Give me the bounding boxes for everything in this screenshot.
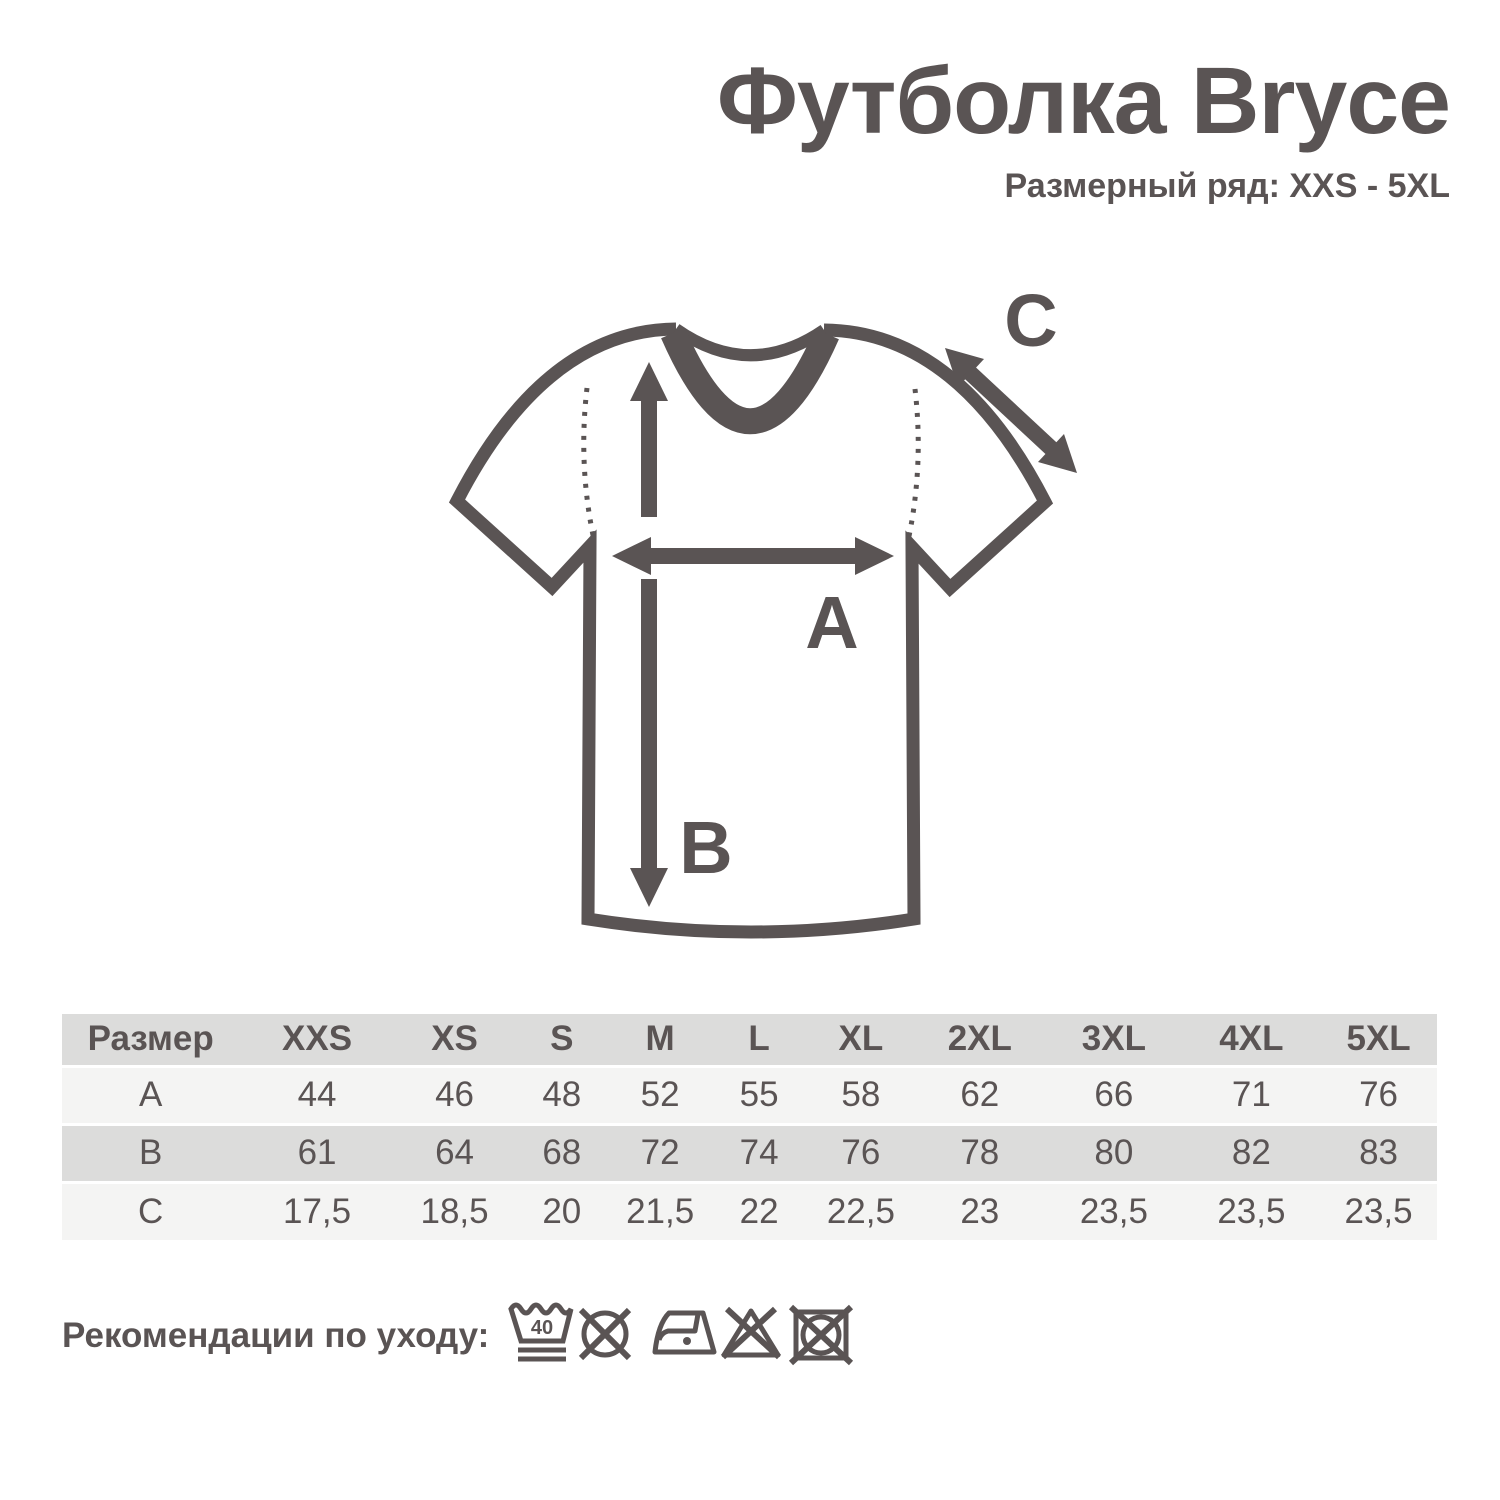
care-instructions-label: Рекомендации по уходу:: [62, 1316, 490, 1355]
table-cell: 74: [739, 1133, 779, 1172]
measure-label-b: B: [679, 806, 733, 889]
table-row-b: [62, 1124, 1437, 1182]
tshirt-diagram-svg: [430, 270, 1120, 970]
do-not-tumble-dry-icon: [791, 1307, 851, 1363]
table-cell: 76: [1359, 1075, 1399, 1114]
care-icons: [505, 1298, 855, 1368]
table-cell: 62: [960, 1075, 1000, 1114]
iron-low-heat-icon: [655, 1313, 714, 1352]
table-cell: 46: [435, 1075, 475, 1114]
tshirt-measurement-diagram: [430, 270, 1120, 970]
measure-label-a: A: [805, 581, 859, 664]
table-cell: 80: [1094, 1133, 1134, 1172]
table-cell: 66: [1094, 1075, 1134, 1114]
table-cell: 76: [841, 1133, 881, 1172]
measure-label-c: C: [1004, 279, 1058, 362]
wash-40-gentle-icon: [511, 1305, 571, 1359]
size-header-m: M: [645, 1019, 675, 1059]
table-cell: 61: [297, 1133, 337, 1172]
size-header-5xl: 5XL: [1346, 1019, 1411, 1059]
table-cell: 68: [542, 1133, 582, 1172]
table-cell: 23,5: [1079, 1191, 1148, 1231]
size-header-3xl: 3XL: [1081, 1019, 1146, 1059]
table-cell: 64: [435, 1133, 475, 1172]
table-cell: 20: [542, 1191, 582, 1231]
size-range-subtitle: Размерный ряд: XXS - 5XL: [1004, 166, 1450, 205]
table-cell: 72: [640, 1133, 680, 1172]
header: [717, 50, 1450, 206]
table-cell: 18,5: [420, 1191, 489, 1231]
table-cell: 44: [297, 1075, 337, 1114]
table-row-a: [62, 1066, 1437, 1124]
row-label: B: [139, 1133, 163, 1172]
care-icons-svg: [505, 1298, 855, 1368]
do-not-dry-clean-icon: [581, 1310, 629, 1358]
page-title: Футболка Bryce: [716, 48, 1450, 154]
size-header-4xl: 4XL: [1219, 1019, 1284, 1059]
size-table-header-row: [62, 1014, 1437, 1066]
size-header-s: S: [550, 1019, 574, 1059]
size-header-xxs: XXS: [282, 1019, 353, 1059]
size-header-l: L: [748, 1019, 770, 1059]
table-row-c: [62, 1182, 1437, 1240]
table-cell: 78: [960, 1133, 1000, 1172]
size-table: [62, 1014, 1437, 1240]
size-column-title: Размер: [87, 1019, 214, 1059]
table-cell: 58: [841, 1075, 881, 1114]
table-cell: 83: [1359, 1133, 1399, 1172]
table-cell: 22,5: [826, 1191, 895, 1231]
table-cell: 23: [960, 1191, 1000, 1231]
table-cell: 22: [739, 1191, 779, 1231]
wash-temp-label: 40: [530, 1317, 554, 1339]
table-cell: 71: [1231, 1075, 1271, 1114]
table-cell: 52: [640, 1075, 680, 1114]
row-label: A: [139, 1075, 163, 1114]
size-header-xs: XS: [431, 1019, 478, 1059]
table-cell: 82: [1231, 1133, 1271, 1172]
table-cell: 23,5: [1217, 1191, 1286, 1231]
table-cell: 21,5: [626, 1191, 695, 1231]
size-header-xl: XL: [838, 1019, 884, 1059]
table-cell: 55: [739, 1075, 779, 1114]
table-cell: 48: [542, 1075, 582, 1114]
row-label: C: [138, 1191, 164, 1231]
table-cell: 23,5: [1344, 1191, 1413, 1231]
size-header-2xl: 2XL: [947, 1019, 1012, 1059]
do-not-bleach-icon: [723, 1309, 779, 1357]
table-cell: 17,5: [283, 1191, 352, 1231]
